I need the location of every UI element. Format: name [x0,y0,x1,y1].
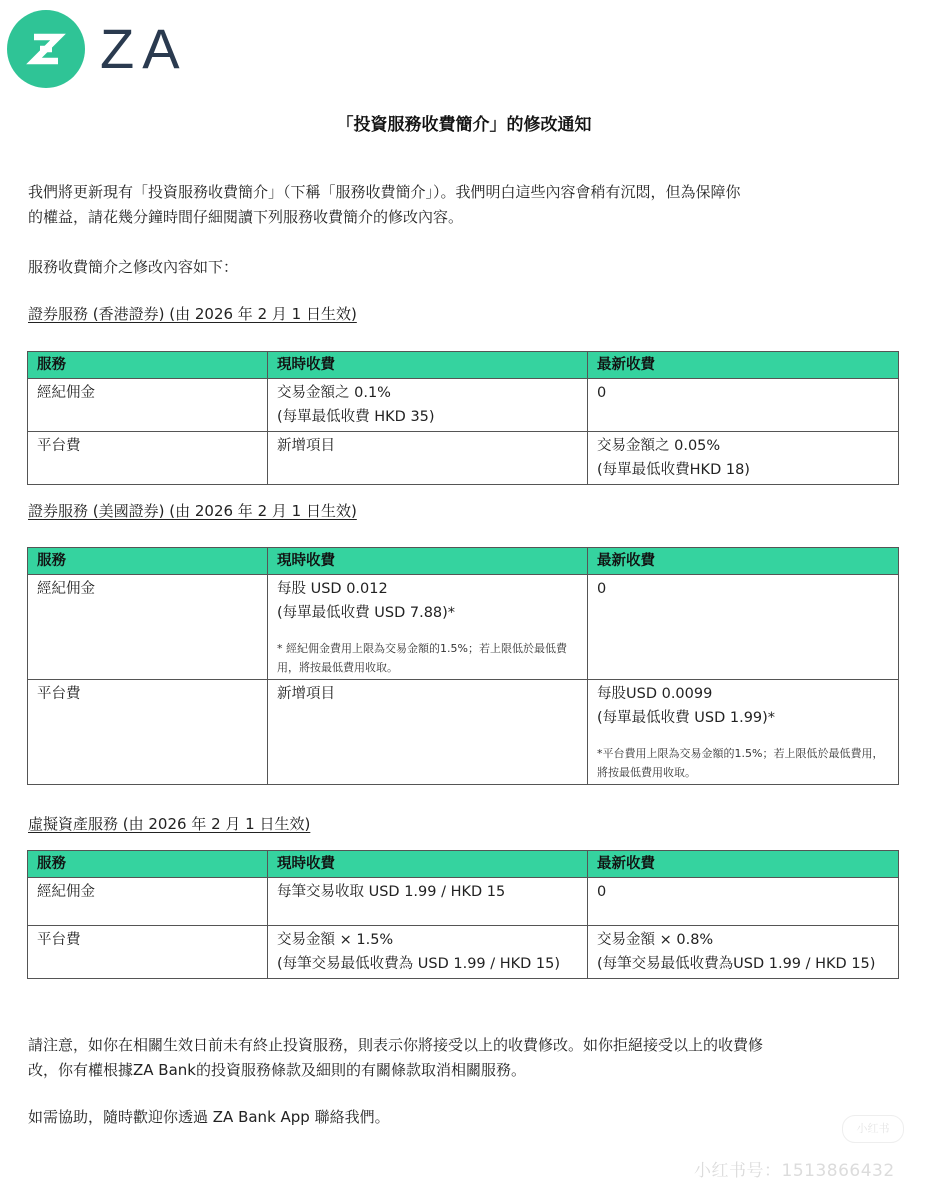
page-title: 「投資服務收費簡介」的修改通知 [336,115,592,135]
current-fee-cell [268,575,588,680]
table-header-row [28,352,899,379]
notice-line: 請注意，如你在相關生效日前未有終止投資服務，則表示你將接受以上的收費修改。如你拒絕接受以上的收費修 [28,1036,764,1054]
list-intro: 服務收費簡介之修改內容如下： [28,258,239,276]
new-fee-cell [588,575,899,680]
service-cell: 經紀佣金 [28,379,268,432]
new-fee-cell [588,680,899,785]
fee-text: 0 [597,581,607,597]
fee-text: 每股USD 0.0099 [597,686,713,702]
current-fee-cell [268,926,588,979]
fee-table-us-securities [27,547,899,785]
watermark-badge: 小红书 [842,1115,904,1143]
current-fee-cell [268,432,588,485]
service-cell: 平台費 [28,432,268,485]
table-row [28,432,899,485]
fee-text: (每筆交易最低收費為 USD 1.99 / HKD 15) [277,956,561,972]
fee-text: 交易金額之 0.05% [597,438,721,454]
column-header-current: 現時收費 [268,851,588,878]
fee-text: (每筆交易最低收費為USD 1.99 / HKD 15) [597,956,876,972]
intro-line: 我們將更新現有「投資服務收費簡介」（下稱「服務收費簡介」）。我們明白這些內容會稍有沉悶，但為保障你 [28,183,741,201]
fee-text: 每筆交易收取 USD 1.99 / HKD 15 [277,884,506,900]
service-cell: 平台費 [28,680,268,785]
fee-table-virtual-assets [27,850,899,979]
fee-text: 0 [597,385,607,401]
fee-text: 每股 USD 0.012 [277,581,388,597]
column-header-new: 最新收費 [588,352,899,379]
footer-help: 如需協助，隨時歡迎你透過 ZA Bank App 聯絡我們。 [28,1108,390,1126]
footer-notice [28,1033,908,1083]
column-header-current: 現時收費 [268,548,588,575]
current-fee-cell [268,878,588,926]
column-header-service: 服務 [28,548,268,575]
table-row [28,379,899,432]
fee-text: (每單最低收費 USD 1.99)* [597,710,776,726]
fee-text: 交易金額 × 1.5% [277,932,394,948]
fee-text: 新增項目 [277,438,335,454]
intro-line: 的權益，請花幾分鐘時間仔細閱讀下列服務收費簡介的修改內容。 [28,208,464,226]
table-header-row [28,851,899,878]
fee-text: (每單最低收費 HKD 35) [277,409,435,425]
fee-table-hk-securities [27,351,899,485]
table-row [28,926,899,979]
service-cell: 經紀佣金 [28,878,268,926]
section-heading-us-securities: 證券服務 (美國證券) (由 2026 年 2 月 1 日生效) [28,502,357,520]
column-header-service: 服務 [28,352,268,379]
fee-text: 0 [597,884,607,900]
service-cell: 平台費 [28,926,268,979]
current-fee-cell [268,379,588,432]
fee-text: 交易金額 × 0.8% [597,932,714,948]
za-logo-text: ZA [100,17,188,80]
fee-text: (每單最低收費 USD 7.88)* [277,605,456,621]
table-row [28,575,899,680]
service-cell: 經紀佣金 [28,575,268,680]
intro-paragraph [28,180,908,230]
watermark-text: 小红书号：1513866432 [694,1161,895,1181]
column-header-service: 服務 [28,851,268,878]
footnote-text: * 經紀佣金費用上限為交易金額的1.5%；若上限低於最低費用，將按最低費用收取。 [277,642,567,674]
table-row [28,878,899,926]
table-row [28,680,899,785]
new-fee-cell [588,926,899,979]
fee-text: 交易金額之 0.1% [277,385,391,401]
new-fee-cell [588,878,899,926]
current-fee-cell [268,680,588,785]
new-fee-cell [588,432,899,485]
table-header-row [28,548,899,575]
za-logo-icon [7,10,85,88]
fee-text: (每單最低收費HKD 18) [597,462,750,478]
column-header-new: 最新收費 [588,851,899,878]
footnote-text: *平台費用上限為交易金額的1.5%；若上限低於最低費用，將按最低費用收取。 [597,747,884,779]
section-heading-hk-securities: 證券服務 (香港證券) (由 2026 年 2 月 1 日生效) [28,305,357,323]
notice-line: 改，你有權根據ZA Bank的投資服務條款及細則的有關條款取消相關服務。 [28,1061,526,1079]
section-heading-virtual-assets: 虛擬資產服務 (由 2026 年 2 月 1 日生效) [28,815,311,833]
column-header-new: 最新收費 [588,548,899,575]
fee-text: 新增項目 [277,686,335,702]
column-header-current: 現時收費 [268,352,588,379]
new-fee-cell [588,379,899,432]
